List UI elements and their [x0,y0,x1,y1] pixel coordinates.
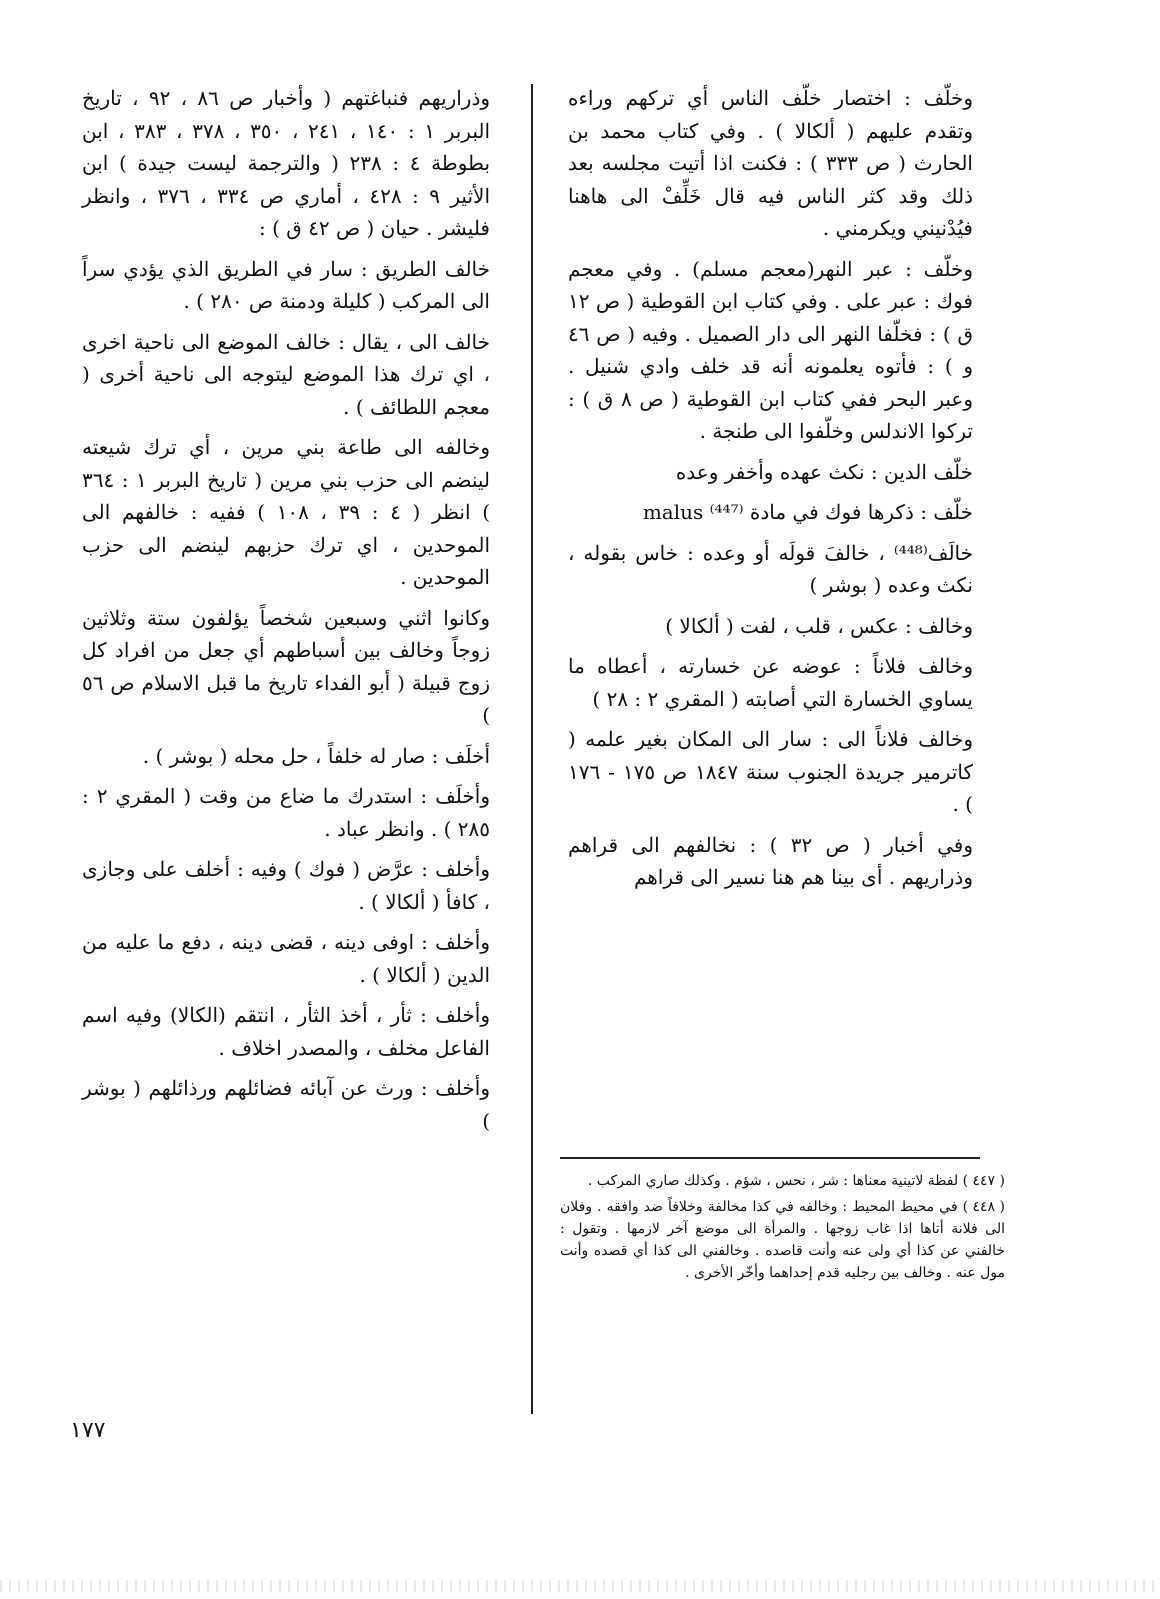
footnote-text: في محيط المحيط : وخالفه في كذا مخالفة وخلافاً ضد وافقه . وفلان الى فلانة أتاها اذا غاب زوجها . والمرأة الى موضع آخر لازمها . وتقول : خالفني عن كذا أي ولى عنه وأنت قاصده . وخالفني الى كذا أي قصده وأنت مول عنه . وخالف بين رجليه قدم إحداهما وأخّر الأخرى . [560,1199,1005,1281]
paragraph: وخالفه الى طاعة بني مرين ، أي ترك شيعته لينضم الى حزب بني مرين ( تاريخ البربر ١ : ٣٦٤ ) انظر ( ٤ : ٣٩ ، ١٠٨ ) ففيه : خالفهم الى الموحدين ، اي ترك حزبهم لينضم الى حزب الموحدين . [82,435,490,589]
footnote [560,1170,1005,1192]
left-column [82,82,490,1145]
paragraph: وأخلف : ورث عن آبائه فضائلهم ورذائلهم ( بوشر ) [82,1076,490,1133]
paragraph: خالف الطريق : سار في الطريق الذي يؤدي سراً الى المركب ( كليلة ودمنة ص ٢٨٠ ) . [82,256,490,313]
page-number: ١٧٧ [70,1418,106,1443]
scan-edge-noise [0,1580,1160,1592]
paragraph: وخلّف : عبر النهر(معجم مسلم) . وفي معجم فوك : عبر على . وفي كتاب ابن القوطية ( ص ١٢ ق ) : فخلّفا النهر الى دار الصميل . وفيه ( ص ٤٦ و ) : فأتوه يعلمونه أنه قد خلف وادي شنيل . وعبر البحر ففي كتاب ابن القوطية ( ص ٨ ق ) : تركوا الاندلس وخلّفوا الى طنجة . [568,256,973,443]
paragraph: أخلَف : صار له خلفاً ، حل محله ( بوشر ) . [142,743,490,768]
paragraph: خلّف : ذكرها فوك في مادة malus ⁽⁴⁴⁷⁾ [642,500,973,524]
right-column [568,82,973,902]
footnotes [560,1170,1005,1288]
paragraph: وأخلف : ثأر ، أخذ الثأر ، انتقم (الكالا) وفيه اسم الفاعل مخلف ، والمصدر اخلاف . [82,1003,490,1060]
paragraph: خلّف الدين : نكث عهده وأخفر وعده [675,459,973,484]
paragraph: وخلّف : اختصار خلّف الناس أي تركهم وراءه وتقدم عليهم ( ألكالا ) . وفي كتاب محمد بن الحارث ( ص ٣٣٣ ) : فكنت اذا أتيت مجلسه بعد ذلك وقد كثر الناس فيه قال خَلِّفْ الى هاهنا فيُدْنيني ويكرمني . [568,86,973,240]
paragraph: وخالف فلاناً الى : سار الى المكان بغير علمه ( كاترمير جريدة الجنوب سنة ١٨٤٧ ص ١٧٥ - ١٧٦ ) . [568,727,973,816]
paragraph: وأخلف : عرَّض ( فوك ) وفيه : أخلف على وجازى ، كافأ ( ألكالا ) . [82,857,490,914]
column-divider [531,84,533,1414]
paragraph: وخالف : عكس ، قلب ، لفت ( ألكالا ) [665,613,973,638]
footnote-text: لفظة لاتينية معناها : شر ، نحس ، شؤم . وكذلك صاري المركب . [587,1173,959,1189]
paragraph: خالَف⁽⁴⁴⁸⁾ ، خالفَ قولَه أو وعده : خاس بقوله ، نكث وعده ( بوشر ) [568,540,973,597]
footnote-number: ( ٤٤٧ ) [962,1173,1005,1189]
paragraph: وفي أخبار ( ص ٣٢ ) : نخالفهم الى قراهم وذراريهم . أى بينا هم هنا نسير الى قراهم [568,832,974,889]
paragraph: وكانوا اثني وسبعين شخصاً يؤلفون ستة وثلاثين زوجاً وخالف بين أسباطهم أي جعل من افراد كل زوج قبيلة ( أبو الفداء تاريخ ما قبل الاسلام ص ٥٦ ) [82,605,490,727]
paragraph: وخالف فلاناً : عوضه عن خسارته ، أعطاه ما يساوي الخسارة التي أصابته ( المقري ٢ : ٢٨ ) [568,654,973,711]
paragraph: وأخلَف : استدرك ما ضاع من وقت ( المقري ٢ : ٢٨٥ ) . وانظر عباد . [82,784,490,841]
paragraph: خالف الى ، يقال : خالف الموضع الى ناحية اخرى ، اي ترك هذا الموضع ليتوجه الى ناحية أخرى ( معجم اللطائف ) . [82,329,490,419]
footnote [560,1196,1005,1284]
footnote-number: ( ٤٤٨ ) [962,1199,1005,1215]
footnote-divider [560,1157,980,1159]
paragraph: وأخلف : اوفى دينه ، قضى دينه ، دفع ما عليه من الدين ( ألكالا ) . [82,930,490,987]
paragraph: وذراريهم فنباغتهم ( وأخبار ص ٨٦ ، ٩٢ ، تاريخ البربر ١ : ١٤٠ ، ٢٤١ ، ٣٥٠ ، ٣٧٨ ، ٣٨٣ ، ابن بطوطة ٤ : ٢٣٨ ( والترجمة ليست جيدة ) ابن الأثير ٩ : ٤٢٨ ، أماري ص ٣٣٤ ، ٣٧٦ ، وانظر فليشر . حيان ( ص ٤٢ ق ) : [82,86,491,240]
